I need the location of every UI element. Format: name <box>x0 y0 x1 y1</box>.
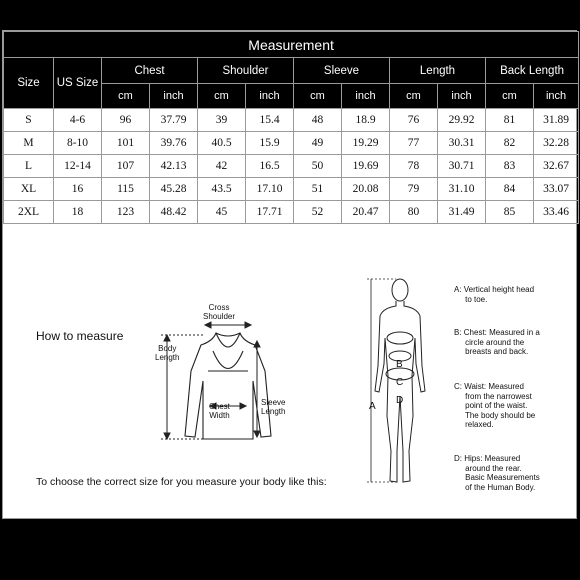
table-cell: 33.07 <box>534 178 579 201</box>
table-cell: 96 <box>102 109 150 132</box>
measure-guide <box>3 236 576 519</box>
unit-cm: cm <box>486 84 534 109</box>
table-cell: 51 <box>294 178 342 201</box>
table-cell: 19.29 <box>342 132 390 155</box>
table-cell: 43.5 <box>198 178 246 201</box>
size-cell: L <box>4 155 54 178</box>
table-cell: 107 <box>102 155 150 178</box>
table-cell: 8-10 <box>54 132 102 155</box>
unit-inch: inch <box>150 84 198 109</box>
table-cell: 48 <box>294 109 342 132</box>
table-cell: 85 <box>486 201 534 224</box>
table-row <box>4 132 579 155</box>
header-chest: Chest <box>102 58 198 84</box>
cross-shoulder-label: Cross Shoulder <box>203 303 236 321</box>
choose-size-instructions: To choose the correct size for you measure your body like this: <box>36 476 327 488</box>
header-sleeve: Sleeve <box>294 58 390 84</box>
table-cell: 79 <box>390 178 438 201</box>
note-c: C: Waist: Measured from the narrowest point of the waist. The body should be relaxed. <box>454 382 536 429</box>
table-cell: 82 <box>486 132 534 155</box>
size-cell: XL <box>4 178 54 201</box>
unit-cm: cm <box>390 84 438 109</box>
size-cell: 2XL <box>4 201 54 224</box>
table-cell: 42.13 <box>150 155 198 178</box>
table-cell: 31.10 <box>438 178 486 201</box>
table-cell: 50 <box>294 155 342 178</box>
table-cell: 16 <box>54 178 102 201</box>
table-cell: 115 <box>102 178 150 201</box>
table-row <box>4 201 579 224</box>
letter-b: B <box>396 359 403 370</box>
table-cell: 39 <box>198 109 246 132</box>
table-row <box>4 178 579 201</box>
unit-cm: cm <box>198 84 246 109</box>
header-length: Length <box>390 58 486 84</box>
size-cell: M <box>4 132 54 155</box>
note-b: B: Chest: Measured in a circle around the breasts and back. <box>454 328 540 356</box>
table-cell: 42 <box>198 155 246 178</box>
table-cell: 17.71 <box>246 201 294 224</box>
measurement-table <box>3 31 579 224</box>
unit-inch: inch <box>342 84 390 109</box>
letter-c: C <box>396 377 404 388</box>
note-d: D: Hips: Measured around the rear. Basic Measurements of the Human Body. <box>454 454 540 492</box>
table-cell: 30.71 <box>438 155 486 178</box>
table-cell: 49 <box>294 132 342 155</box>
table-cell: 30.31 <box>438 132 486 155</box>
sleeve-length-label: Sleeve Length <box>261 398 286 416</box>
unit-inch: inch <box>438 84 486 109</box>
table-cell: 40.5 <box>198 132 246 155</box>
letter-d: D <box>396 395 404 406</box>
unit-inch: inch <box>246 84 294 109</box>
header-size: Size <box>4 58 54 109</box>
table-cell: 33.46 <box>534 201 579 224</box>
table-cell: 19.69 <box>342 155 390 178</box>
table-cell: 84 <box>486 178 534 201</box>
table-cell: 52 <box>294 201 342 224</box>
garment-diagram <box>153 311 303 451</box>
table-cell: 29.92 <box>438 109 486 132</box>
table-row <box>4 155 579 178</box>
unit-cm: cm <box>294 84 342 109</box>
table-cell: 15.9 <box>246 132 294 155</box>
how-to-measure-heading: How to measure <box>36 329 124 343</box>
table-cell: 31.89 <box>534 109 579 132</box>
table-cell: 123 <box>102 201 150 224</box>
table-cell: 20.47 <box>342 201 390 224</box>
table-cell: 39.76 <box>150 132 198 155</box>
table-cell: 32.67 <box>534 155 579 178</box>
header-back-length: Back Length <box>486 58 579 84</box>
note-a: A: Vertical height head to toe. <box>454 285 535 304</box>
unit-cm: cm <box>102 84 150 109</box>
table-cell: 45 <box>198 201 246 224</box>
table-cell: 37.79 <box>150 109 198 132</box>
size-chart <box>2 30 577 519</box>
table-cell: 18 <box>54 201 102 224</box>
table-cell: 18.9 <box>342 109 390 132</box>
table-cell: 45.28 <box>150 178 198 201</box>
table-title: Measurement <box>4 32 579 58</box>
table-cell: 16.5 <box>246 155 294 178</box>
table-cell: 78 <box>390 155 438 178</box>
table-cell: 31.49 <box>438 201 486 224</box>
letter-a: A <box>369 401 376 412</box>
table-cell: 76 <box>390 109 438 132</box>
size-cell: S <box>4 109 54 132</box>
table-cell: 80 <box>390 201 438 224</box>
bottom-bar <box>0 519 580 580</box>
table-cell: 15.4 <box>246 109 294 132</box>
table-cell: 17.10 <box>246 178 294 201</box>
table-cell: 77 <box>390 132 438 155</box>
table-cell: 83 <box>486 155 534 178</box>
table-cell: 81 <box>486 109 534 132</box>
body-length-label: Body Length <box>155 344 180 362</box>
chest-width-label: Chest Width <box>209 402 230 420</box>
table-row <box>4 109 579 132</box>
table-cell: 12-14 <box>54 155 102 178</box>
table-cell: 101 <box>102 132 150 155</box>
header-shoulder: Shoulder <box>198 58 294 84</box>
header-us-size: US Size <box>54 58 102 109</box>
table-cell: 4-6 <box>54 109 102 132</box>
table-cell: 48.42 <box>150 201 198 224</box>
table-cell: 32.28 <box>534 132 579 155</box>
unit-inch: inch <box>534 84 579 109</box>
table-cell: 20.08 <box>342 178 390 201</box>
